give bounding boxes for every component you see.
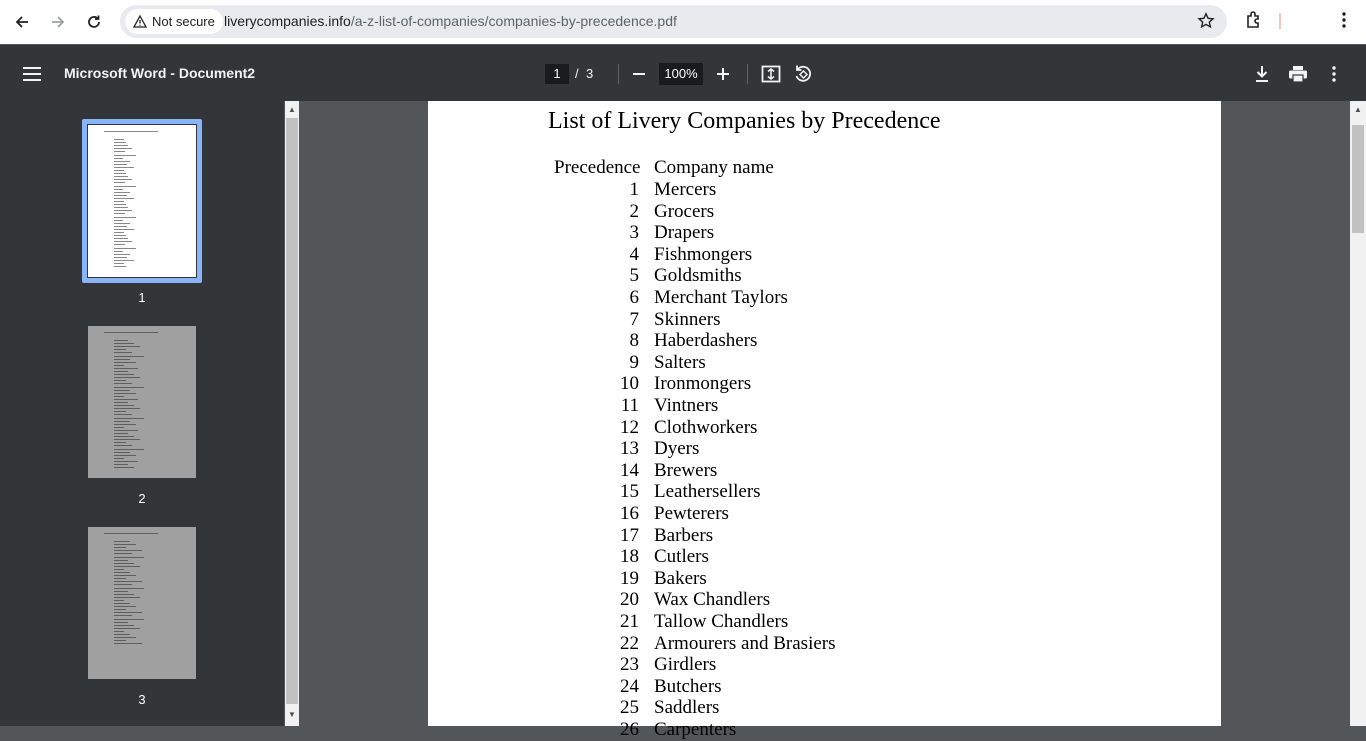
company-name: Vintners: [654, 395, 719, 416]
thumbnail-text-line: [114, 263, 124, 264]
table-row: [428, 719, 1221, 741]
thumbnail-text-line: [114, 427, 124, 428]
url-text[interactable]: [224, 13, 677, 29]
company-name: Grocers: [654, 200, 715, 222]
precedence-number: 14: [620, 459, 639, 481]
thumbnail-text-line: [114, 637, 136, 638]
thumbnail-text-line: [114, 210, 132, 211]
thumbnail-text-line: [114, 179, 132, 180]
thumbnail-preview: [88, 527, 196, 679]
company-name: Drapers: [654, 222, 715, 244]
zoom-out-minus-icon[interactable]: [628, 63, 650, 85]
company-name: Merchant Taylors: [654, 287, 788, 308]
pdf-viewer-toolbar: [0, 45, 1366, 101]
thumbnail-text-line: [114, 405, 134, 406]
document-title: Microsoft Word - Document2: [64, 65, 256, 81]
fit-to-page-icon[interactable]: [760, 63, 782, 85]
pdf-page-1: [428, 101, 1221, 740]
thumbnail-text-line: [114, 352, 132, 353]
url-domain: liverycompanies.info: [224, 13, 351, 29]
company-name: Leathersellers: [654, 481, 761, 503]
precedence-number: 11: [620, 395, 639, 416]
url-path: /a-z-list-of-companies/companies-by-precedence.pdf: [350, 13, 677, 29]
thumbnail-text-line: [114, 606, 136, 607]
rotate-icon[interactable]: [792, 63, 814, 85]
thumbnail-text-line: [114, 452, 130, 453]
table-row: [428, 654, 1221, 676]
thumbnail-text-line: [114, 182, 125, 183]
thumbnail-text-line: [114, 356, 144, 357]
zoom-in-plus-icon[interactable]: [712, 63, 734, 85]
thumbnail-text-line: [114, 266, 126, 267]
thumbnail-text-line: [114, 464, 128, 465]
company-name: Cutlers: [654, 546, 709, 568]
thumbnail-text-line: [114, 612, 142, 613]
zoom-level-input[interactable]: 100%: [659, 63, 703, 85]
thumbnail-text-line: [114, 387, 144, 388]
thumbnail-text-line: [114, 615, 132, 616]
company-name: Pewterers: [654, 503, 729, 524]
company-name: Tallow Chandlers: [654, 611, 789, 632]
table-row: [428, 697, 1221, 719]
main-scrollbar-thumb[interactable]: [1352, 125, 1364, 233]
thumbnail-text-line: [114, 442, 126, 443]
table-row: [428, 589, 1221, 611]
thumbnail-text-line: [114, 343, 134, 344]
thumbnail-text-line: [114, 541, 130, 542]
thumbnail-text-line: [114, 365, 124, 366]
browser-toolbar: [0, 0, 1366, 44]
thumbnail-text-line: [114, 195, 127, 196]
thumbnail-text-line: [104, 533, 158, 534]
precedence-number: 6: [629, 287, 639, 308]
precedence-number: 4: [629, 243, 639, 265]
thumbnail-text-line: [114, 260, 134, 261]
table-row: [428, 460, 1221, 482]
thumbnail-text-line: [114, 368, 138, 369]
precedence-number: 17: [620, 524, 639, 546]
table-row: [428, 330, 1221, 352]
thumbnail-text-line: [114, 170, 124, 171]
thumbnail-text-line: [114, 346, 140, 347]
precedence-number: 20: [620, 589, 639, 611]
table-row: [428, 201, 1221, 223]
thumbnail-text-line: [114, 557, 144, 558]
thumbnail-text-line: [114, 371, 128, 372]
toolbar-divider-2: [747, 64, 748, 84]
thumbnail-text-line: [114, 600, 124, 601]
thumbnail-text-line: [114, 139, 124, 140]
thumbnail-text-line: [114, 383, 132, 384]
thumbnail-text-line: [114, 634, 130, 635]
thumbnail-text-line: [114, 591, 128, 592]
thumbnail-text-line: [114, 244, 125, 245]
thumbnail-text-line: [114, 584, 132, 585]
table-row: [428, 244, 1221, 266]
thumbnail-text-line: [114, 414, 132, 415]
thumbnail-text-line: [114, 575, 136, 576]
precedence-number: 18: [620, 546, 639, 568]
precedence-number: 12: [620, 416, 639, 438]
thumbnail-text-line: [114, 374, 134, 375]
thumbnail-text-line: [114, 622, 128, 623]
thumbnail-text-line: [114, 251, 123, 252]
thumbnail-text-line: [114, 148, 132, 149]
thumbnail-text-line: [114, 458, 124, 459]
thumbnail-text-line: [114, 619, 144, 620]
thumbnail-text-line: [114, 189, 123, 190]
page-separator: /: [575, 66, 579, 81]
thumbnail-text-line: [104, 131, 158, 132]
thumbnail-preview: [88, 125, 196, 277]
table-row: [428, 438, 1221, 460]
precedence-number: 25: [620, 697, 639, 719]
company-name: Ironmongers: [654, 373, 752, 395]
precedence-number: 15: [620, 481, 639, 503]
company-name: Brewers: [654, 459, 718, 481]
thumbnail-text-line: [114, 390, 130, 391]
thumbnail-text-line: [114, 408, 140, 409]
thumbnail-text-line: [114, 167, 134, 168]
precedence-number: 3: [629, 222, 639, 244]
page-number-input[interactable]: 1: [545, 64, 569, 84]
precedence-number: 24: [620, 675, 639, 697]
thumbnail-text-line: [114, 254, 130, 255]
thumbnail-text-line: [114, 547, 126, 548]
thumbnail-text-line: [114, 186, 136, 187]
thumbnail-text-line: [114, 411, 126, 412]
thumbnail-text-line: [114, 439, 140, 440]
page-thumbnail-1[interactable]: [82, 119, 202, 309]
column-header-company: Company name: [654, 157, 774, 178]
thumbnail-text-line: [114, 628, 140, 629]
sidebar-scroll-down-arrow-icon[interactable]: ▼: [288, 710, 296, 719]
print-icon[interactable]: [1287, 63, 1309, 85]
thumbnail-text-line: [114, 201, 124, 202]
address-bar[interactable]: [120, 5, 1227, 38]
column-header-precedence: Precedence: [554, 157, 641, 178]
thumbnail-text-line: [114, 430, 138, 431]
company-name: Dyers: [654, 438, 700, 460]
thumbnail-text-line: [114, 418, 144, 419]
document-heading: List of Livery Companies by Precedence: [548, 108, 941, 134]
table-row: [428, 611, 1221, 633]
thumbnail-page-label: 3: [138, 692, 146, 707]
browser-menu-kebab-icon[interactable]: [1336, 10, 1352, 35]
page-thumbnail-3[interactable]: [82, 521, 202, 711]
thumbnail-text-line: [114, 609, 126, 610]
thumbnail-text-line: [114, 151, 125, 152]
thumbnail-text-line: [114, 217, 136, 218]
company-name: Barbers: [654, 524, 714, 546]
thumbnail-text-line: [114, 603, 130, 604]
thumbnail-text-line: [114, 257, 127, 258]
thumbnail-text-line: [114, 158, 123, 159]
thumbnail-text-line: [114, 155, 136, 156]
precedence-number: 23: [620, 654, 639, 676]
thumbnail-text-line: [114, 173, 126, 174]
thumbnail-text-line: [114, 393, 136, 394]
page-total: 3: [586, 66, 594, 81]
thumbnail-text-line: [114, 380, 126, 381]
company-name: Fishmongers: [654, 243, 753, 265]
thumbnail-text-line: [114, 362, 136, 363]
company-name: Salters: [654, 351, 706, 373]
sidebar-scroll-up-arrow-icon[interactable]: ▲: [288, 105, 296, 114]
table-row: [428, 373, 1221, 395]
thumbnail-text-line: [114, 563, 134, 564]
thumbnail-text-line: [114, 640, 126, 641]
profile-divider: [1279, 13, 1281, 29]
company-name: Girdlers: [654, 654, 717, 676]
company-name: Carpenters: [654, 719, 737, 740]
table-row: [428, 633, 1221, 655]
thumbnail-sidebar: [0, 101, 284, 726]
thumbnail-text-line: [114, 377, 140, 378]
main-scroll-up-arrow-icon[interactable]: ▲: [1354, 105, 1362, 114]
thumbnail-text-line: [114, 581, 142, 582]
precedence-number: 19: [620, 567, 639, 589]
page-thumbnail-2[interactable]: [82, 320, 202, 510]
thumbnail-text-line: [114, 569, 124, 570]
table-row: [428, 352, 1221, 374]
company-name: Bakers: [654, 567, 707, 589]
thumbnail-text-line: [114, 145, 128, 146]
thumbnail-text-line: [114, 340, 128, 341]
table-row: [428, 481, 1221, 503]
thumbnail-page-label: 2: [138, 491, 146, 506]
company-name: Goldsmiths: [654, 265, 742, 287]
thumbnail-text-line: [114, 421, 130, 422]
table-row: [428, 395, 1221, 417]
thumbnail-text-line: [114, 226, 127, 227]
thumbnail-text-line: [114, 241, 132, 242]
thumbnail-text-line: [114, 220, 123, 221]
thumbnail-text-line: [114, 359, 130, 360]
thumbnail-text-line: [114, 176, 128, 177]
table-row: [428, 222, 1221, 244]
table-row: [428, 503, 1221, 525]
table-row: [428, 265, 1221, 287]
precedence-number: 2: [629, 200, 639, 222]
sidebar-scrollbar-thumb[interactable]: [286, 118, 298, 704]
precedence-number: 1: [629, 179, 639, 200]
thumbnail-text-line: [114, 213, 125, 214]
thumbnail-text-line: [114, 396, 124, 397]
thumbnail-text-line: [114, 625, 134, 626]
thumbnail-text-line: [114, 597, 140, 598]
extensions-puzzle-icon[interactable]: [1244, 10, 1264, 35]
table-row: [428, 309, 1221, 331]
table-row: [428, 676, 1221, 698]
thumbnail-text-line: [114, 248, 136, 249]
thumbnail-text-line: [114, 424, 136, 425]
company-name: Haberdashers: [654, 330, 758, 352]
thumbnail-text-line: [114, 643, 142, 644]
thumbnail-text-line: [114, 467, 134, 468]
table-row: [428, 546, 1221, 568]
more-options-kebab-icon[interactable]: [1323, 63, 1345, 85]
precedence-number: 10: [620, 373, 639, 395]
table-row: [428, 525, 1221, 547]
company-name: Saddlers: [654, 697, 720, 719]
precedence-number: 7: [629, 308, 639, 330]
precedence-number: 22: [620, 632, 639, 654]
company-name: Wax Chandlers: [654, 589, 771, 611]
precedence-number: 16: [620, 503, 639, 524]
precedence-number: 5: [629, 265, 639, 287]
thumbnail-text-line: [114, 192, 130, 193]
thumbnail-text-line: [114, 433, 128, 434]
thumbnail-text-line: [114, 560, 128, 561]
table-row: [428, 179, 1221, 201]
thumbnail-text-line: [114, 594, 134, 595]
company-name: Clothworkers: [654, 416, 758, 438]
thumbnail-text-line: [114, 550, 142, 551]
table-row: [428, 417, 1221, 439]
table-row: [428, 287, 1221, 309]
thumbnail-text-line: [114, 553, 132, 554]
thumbnail-text-line: [114, 566, 140, 567]
thumbnail-text-line: [114, 399, 138, 400]
thumbnail-text-line: [114, 232, 124, 233]
thumbnail-text-line: [114, 402, 128, 403]
thumbnail-text-line: [114, 455, 136, 456]
bookmark-star-icon[interactable]: [1197, 12, 1215, 35]
warning-triangle-icon: [133, 15, 147, 28]
forward-arrow-icon[interactable]: [44, 8, 72, 36]
thumbnail-text-line: [104, 332, 158, 333]
thumbnail-text-line: [114, 631, 124, 632]
thumbnail-page-label: 1: [138, 290, 146, 305]
thumbnail-text-line: [114, 445, 132, 446]
thumbnail-text-line: [114, 229, 134, 230]
thumbnail-text-line: [114, 544, 136, 545]
company-name: Butchers: [654, 675, 722, 697]
thumbnail-text-line: [114, 198, 134, 199]
precedence-number: 8: [629, 330, 639, 352]
thumbnail-text-line: [114, 436, 134, 437]
toolbar-divider: [618, 64, 619, 84]
thumbnail-text-line: [114, 578, 126, 579]
thumbnail-text-line: [114, 588, 144, 589]
thumbnail-text-line: [114, 161, 130, 162]
sidebar-menu-hamburger-icon[interactable]: [21, 63, 43, 85]
back-arrow-icon[interactable]: [8, 8, 36, 36]
thumbnail-text-line: [114, 349, 126, 350]
company-name: Armourers and Brasiers: [654, 632, 836, 654]
precedence-number: 13: [620, 438, 639, 460]
thumbnail-text-line: [114, 238, 128, 239]
reload-icon[interactable]: [80, 8, 108, 36]
thumbnail-text-line: [114, 142, 126, 143]
thumbnail-preview: [88, 326, 196, 478]
company-name: Mercers: [654, 179, 717, 200]
precedence-number: 21: [620, 611, 639, 632]
thumbnail-text-line: [114, 207, 128, 208]
company-name: Skinners: [654, 308, 721, 330]
thumbnail-text-line: [114, 449, 144, 450]
precedence-number: 26: [620, 719, 639, 740]
thumbnail-text-line: [114, 164, 127, 165]
thumbnail-text-line: [114, 572, 130, 573]
table-row: [428, 568, 1221, 590]
thumbnail-text-line: [114, 223, 130, 224]
precedence-number: 9: [629, 351, 639, 373]
security-label: Not secure: [152, 14, 215, 29]
site-security-chip[interactable]: [125, 9, 223, 34]
thumbnail-text-line: [114, 204, 126, 205]
thumbnail-text-line: [114, 235, 126, 236]
download-icon[interactable]: [1251, 63, 1273, 85]
thumbnail-text-line: [114, 461, 138, 462]
